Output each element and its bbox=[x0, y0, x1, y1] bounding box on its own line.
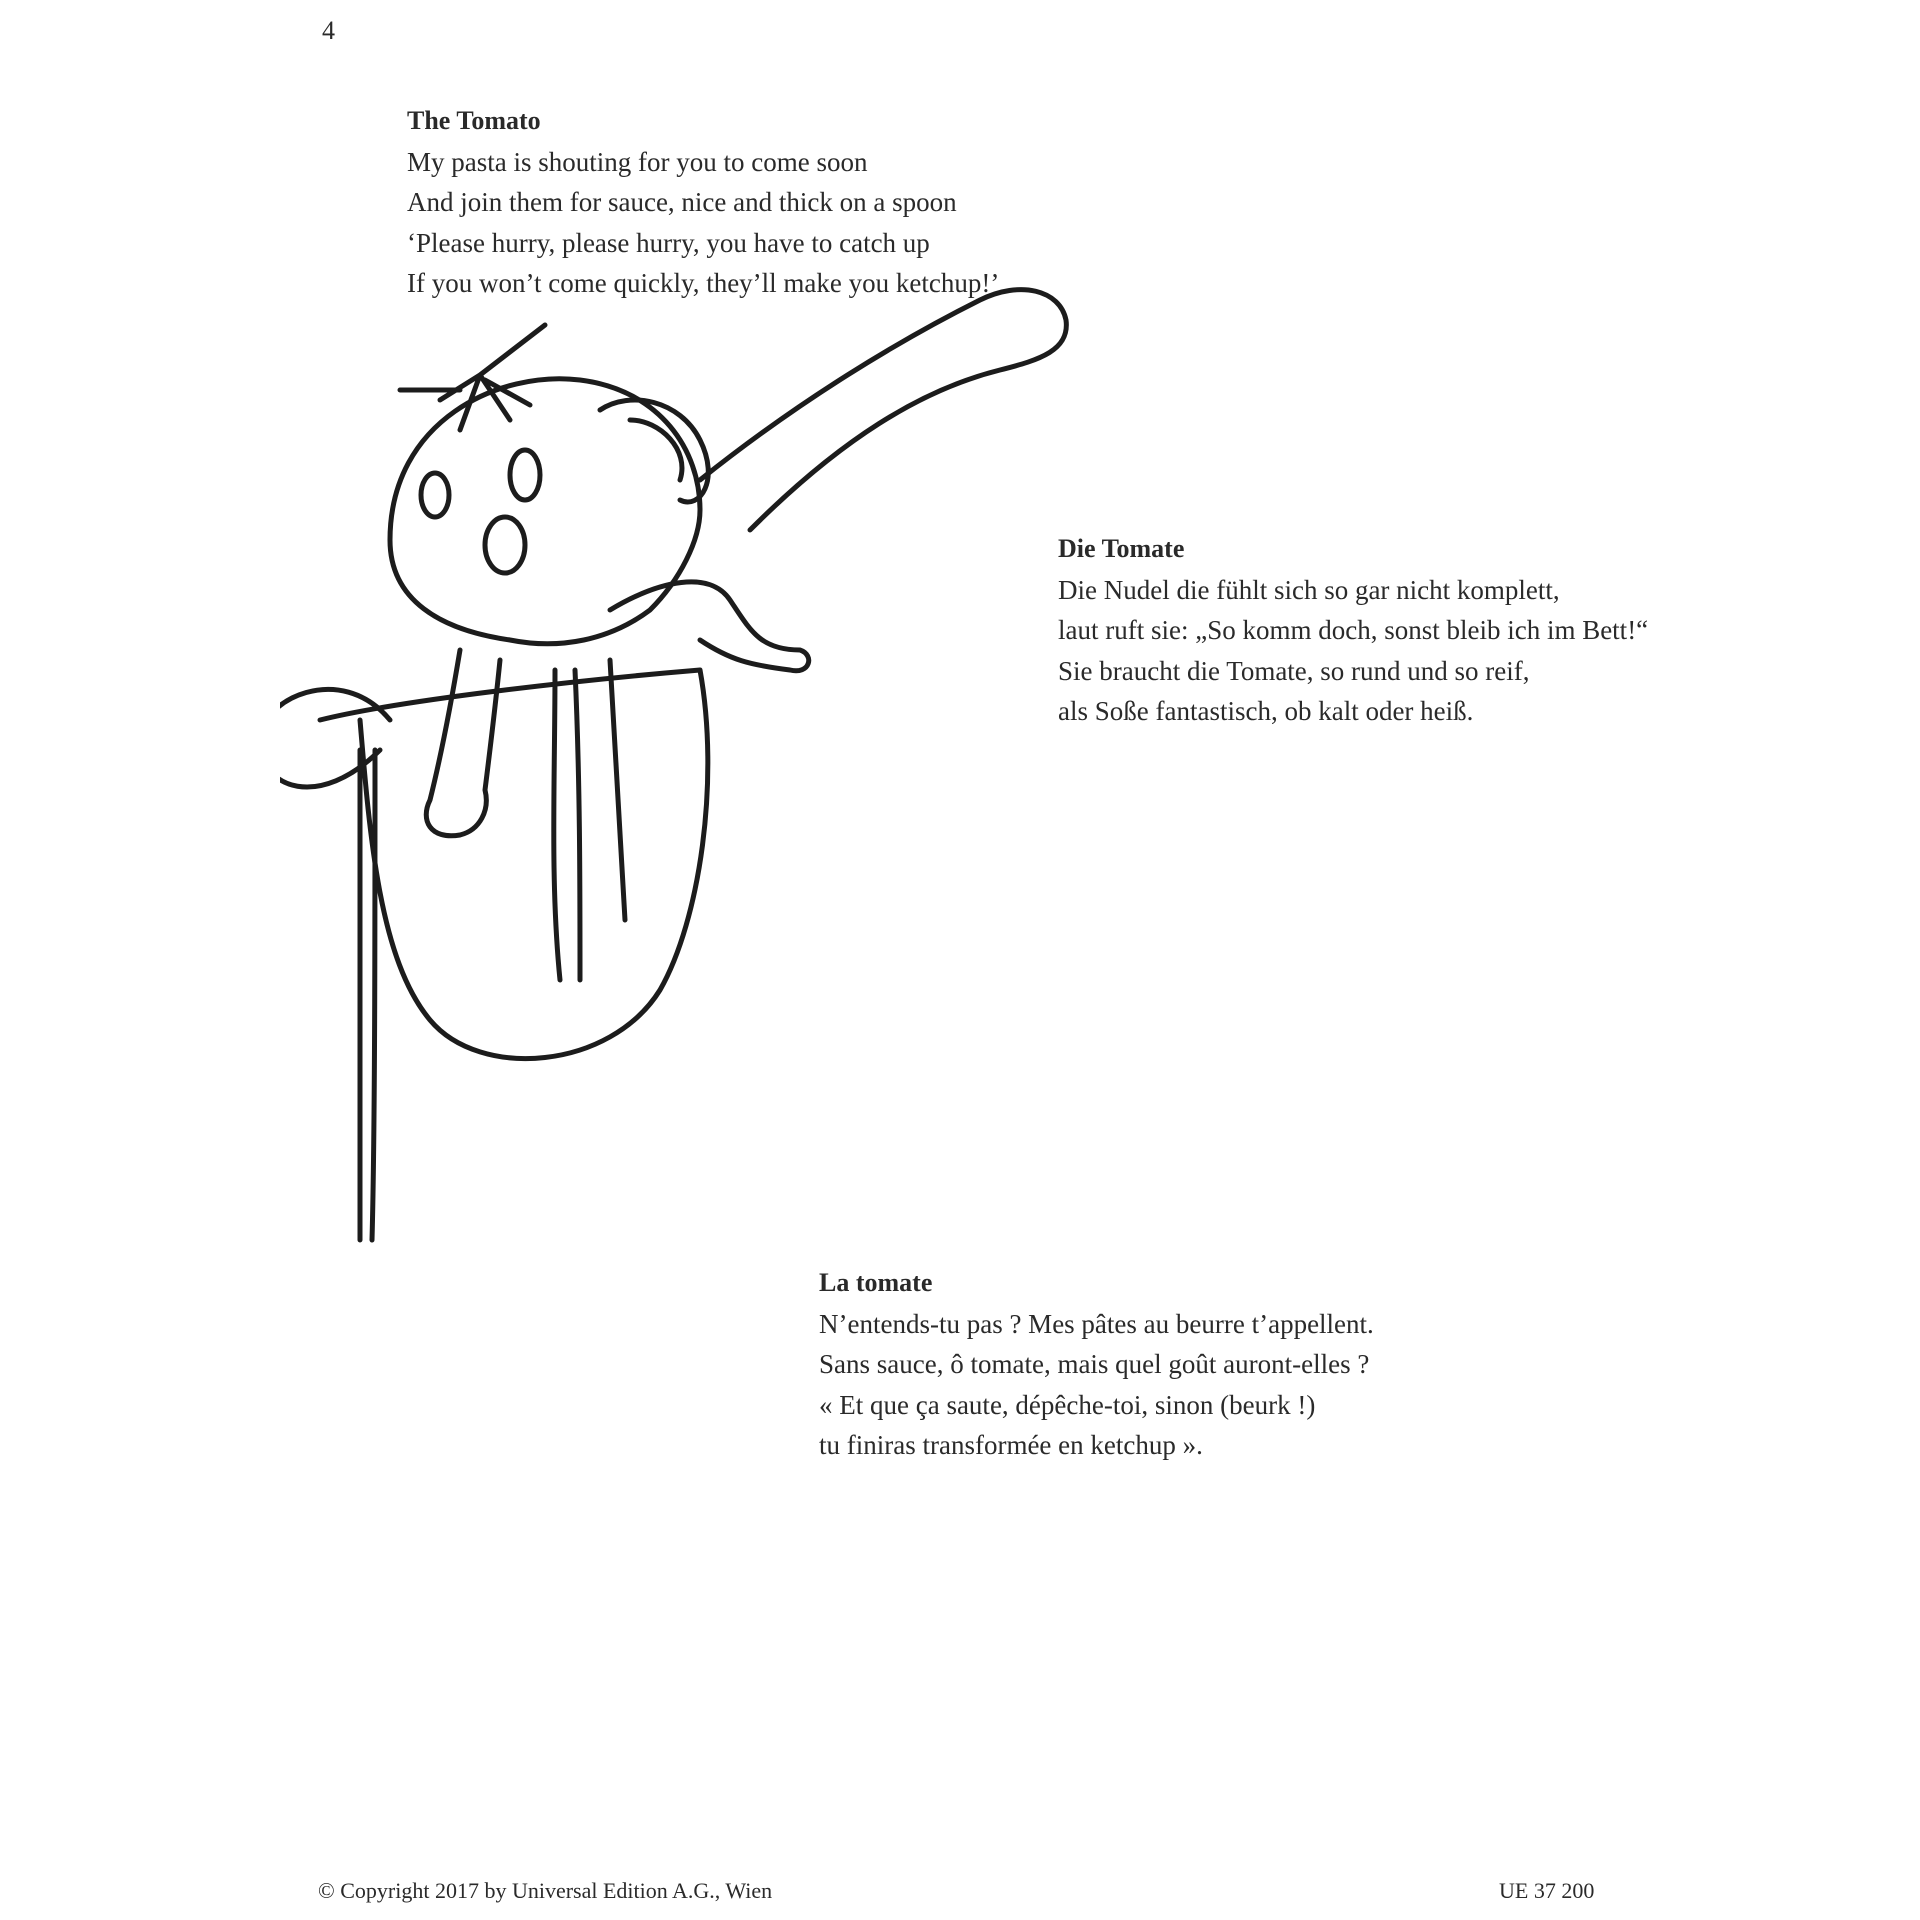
poem-line: Die Nudel die fühlt sich so gar nicht komplett, bbox=[1058, 574, 1560, 605]
poem-title: La tomate bbox=[819, 1268, 933, 1297]
poem-german bbox=[1058, 529, 1648, 732]
poem-title: The Tomato bbox=[407, 106, 541, 135]
poem-line: Sie braucht die Tomate, so rund und so reif, bbox=[1058, 655, 1530, 686]
poem-line: ‘Please hurry, please hurry, you have to catch up bbox=[407, 227, 930, 258]
page-number: 4 bbox=[322, 16, 335, 45]
poem-french bbox=[819, 1263, 1374, 1466]
poem-line: My pasta is shouting for you to come soon bbox=[407, 146, 868, 177]
tomato-arm bbox=[610, 582, 809, 671]
poem-line: laut ruft sie: „So komm doch, sonst bleib ich im Bett!“ bbox=[1058, 615, 1649, 645]
tomato-leg bbox=[426, 650, 500, 836]
tomato-eye-right bbox=[510, 450, 540, 500]
poem-title: Die Tomate bbox=[1058, 534, 1185, 563]
poem-line: N’entends-tu pas ? Mes pâtes au beurre t’appellent. bbox=[819, 1308, 1374, 1339]
tomato-stem bbox=[400, 325, 545, 430]
spoon-bowl bbox=[320, 670, 708, 1059]
poem-line: « Et que ça saute, dépêche-toi, sinon (beurk !) bbox=[819, 1389, 1316, 1420]
tomato-mouth bbox=[485, 517, 525, 573]
poem-english bbox=[407, 101, 999, 304]
copyright-notice: © Copyright 2017 by Universal Edition A.G., Wien bbox=[318, 1878, 773, 1903]
spaghetti-top bbox=[600, 400, 708, 502]
tomato-eye-left bbox=[421, 473, 449, 517]
tomato-body bbox=[390, 379, 700, 644]
poem-line: tu finiras transformée en ketchup ». bbox=[819, 1430, 1203, 1460]
poem-line: And join them for sauce, nice and thick on a spoon bbox=[407, 187, 957, 217]
poem-line: als Soße fantastisch, ob kalt oder heiß. bbox=[1058, 696, 1474, 726]
edition-number: UE 37 200 bbox=[1499, 1878, 1595, 1903]
spoon-handle bbox=[700, 290, 1066, 530]
poem-line: If you won’t come quickly, they’ll make you ketchup!’ bbox=[407, 268, 1000, 298]
spaghetti-strands bbox=[554, 660, 625, 980]
poem-line: Sans sauce, ô tomate, mais quel goût auront-elles ? bbox=[819, 1349, 1370, 1379]
